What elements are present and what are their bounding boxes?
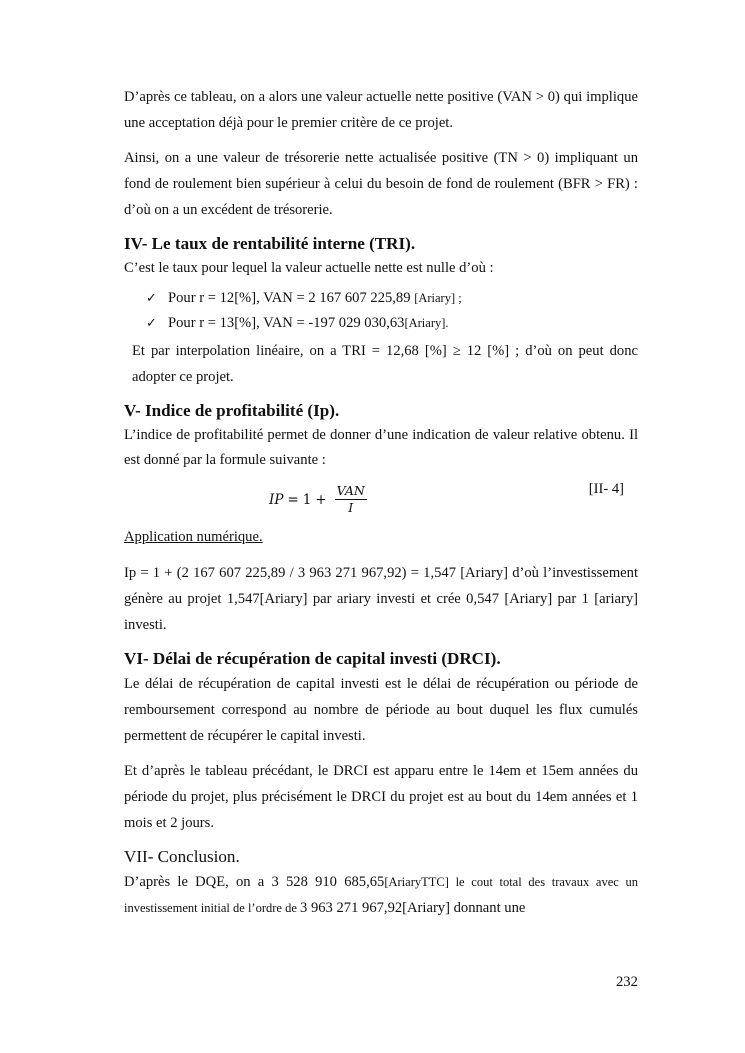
application-text: Ip = 1 + (2 167 607 225,89 / 3 963 271 967,92) = 1,547 [Ariary] d’où l’investissement génère au projet 1,547[Ariary] par ariary investi et crée 0,547 [Ariary] par 1 [ariary] investi.: [124, 565, 638, 633]
tri-bullet-unit: [Ariary] ;: [414, 291, 462, 305]
formula-plus: +: [315, 491, 327, 508]
paragraph-tresorerie: Ainsi, on a une valeur de trésorerie nette actualisée positive (TN > 0) impliquant un fond de roulement bien supérieur à celui du besoin de fond de roulement (BFR > FR) : d’où on a un excédent de trésorerie.: [124, 150, 638, 218]
tri-intro: C’est le taux pour lequel la valeur actuelle nette est nulle d’où :: [124, 260, 494, 276]
drci-text-2: Et d’après le tableau précédant, le DRCI est apparu entre le 14em et 15em années du période du projet, plus précisément le DRCI du projet est au bout du 14em années et 1 mois et 2 jours.: [124, 763, 638, 831]
page-content: [124, 84, 638, 921]
drci-text-1: Le délai de récupération de capital investi est le délai de récupération ou période de remboursement correspond au nombre de période au bout duquel les flux cumulés permettent de récupérer le capital investi.: [124, 676, 638, 744]
formula-fraction: [335, 483, 367, 516]
conclusion-text-b: [AriaryTTC] le cout total des travaux avec un: [384, 875, 638, 889]
tri-bullet-unit: [Ariary].: [404, 316, 449, 330]
formula-numerator: VAN: [336, 483, 365, 498]
heading-conclusion: VII- Conclusion.: [124, 847, 240, 866]
ip-text: L’indice de profitabilité permet de donner d’une indication de valeur relative obtenu. Il est donné par la formule suivante :: [124, 427, 638, 468]
checkmark-icon: ✓: [146, 316, 157, 331]
conclusion-text-c: investissement initial de l’ordre de: [124, 901, 300, 915]
conclusion-line-1: [124, 869, 638, 895]
formula-ip: [124, 479, 638, 523]
conclusion-line-2: [124, 895, 638, 921]
formula-lhs: IP: [269, 491, 284, 508]
heading-ip: V- Indice de profitabilité (Ip).: [124, 401, 340, 420]
conclusion-text-d: 3 963 271 967,92[Ariary] donnant une: [300, 900, 526, 916]
tri-conclusion: Et par interpolation linéaire, on a TRI = 12,68 [%] ≥ 12 [%] ; d’où on peut donc adopter ce projet.: [132, 343, 638, 385]
checkmark-icon: ✓: [146, 291, 157, 306]
heading-tri: IV- Le taux de rentabilité interne (TRI).: [124, 234, 416, 253]
formula-body: [269, 483, 367, 516]
tri-bullet-item: [146, 286, 638, 311]
formula-equals: =: [287, 491, 299, 508]
tri-bullet-text: Pour r = 13[%], VAN = -197 029 030,63: [168, 315, 405, 331]
tri-bullet-text: Pour r = 12[%], VAN = 2 167 607 225,89: [168, 290, 415, 306]
heading-drci: VI- Délai de récupération de capital investi (DRCI).: [124, 649, 501, 668]
conclusion-text-a: D’après le DQE, on a 3 528 910 685,65: [124, 874, 385, 890]
tri-bullet-list: [124, 286, 638, 336]
page-number: 232: [616, 974, 638, 990]
tri-bullet-item: [146, 311, 638, 336]
paragraph-van: D’après ce tableau, on a alors une valeur actuelle nette positive (VAN > 0) qui implique une acceptation déjà pour le premier critère de ce projet.: [124, 89, 638, 131]
equation-reference: [II- 4]: [588, 481, 624, 497]
formula-one: 1: [302, 491, 312, 508]
formula-denominator: I: [348, 500, 354, 515]
application-label: Application numérique.: [124, 529, 263, 545]
